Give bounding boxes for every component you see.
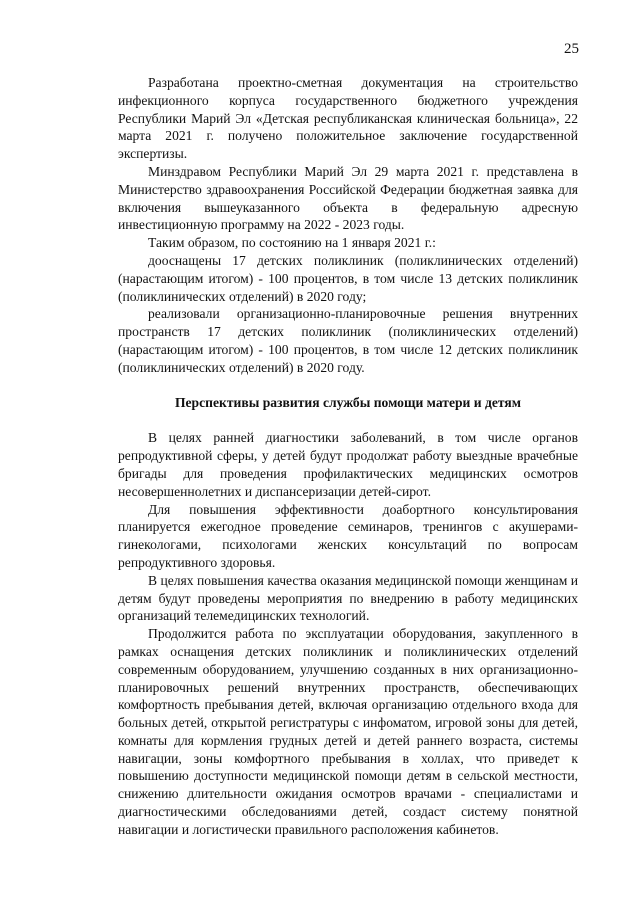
paragraph-abortion-counseling: Для повышения эффективности доабортного консультирования планируется ежегодное проведение семинаров, тренингов с акушерами-гинекологами, психологами женских консультаций по вопросам репродуктивного здоровья. [118,501,578,570]
paragraph-planning-solutions: реализовали организационно-планировочные решения внутренних пространств 17 детских поликлиник (поликлинических отделений) (нарастающим итогом) - 100 процентов, в том числе 12 детских поликлиник (поликлинических отделений) в 2020 году. [118,306,578,375]
paragraph-telemedicine: В целях повышения качества оказания медицинской помощи женщинам и детям будут проведены мероприятия по внедрению в работу медицинских организаций телемедицинских технологий. [118,572,578,624]
paragraph-status-summary: Таким образом, по состоянию на 1 января 2021 г.: [148,235,436,251]
paragraph-equipment-operation: Продолжится работа по эксплуатации оборудования, закупленного в рамках оснащения детских поликлиник и поликлинических отделений современным оборудованием, улучшению созданных в них организационно-планировочных решений внутренних пространств, обеспечивающих комфортность пребывания детей, включая организацию отдельного входа для больных детей, открытой регистратуры с инфоматом, игровой зоны для детей, комнаты для кормления грудных детей и детей раннего возраста, системы навигации, зоны комфортного пребывания в холлах, что приведет к повышению доступности медицинской помощи детям в сельской местности, снижению длительности ожидания осмотров врачами - специалистами и диагностическими обследованиями детей, создаст систему понятной навигации и логистически правильного расположения кабинетов. [118,626,578,837]
page-number: 25 [564,41,579,57]
paragraph-equipped-clinics: дооснащены 17 детских поликлиник (поликлинических отделений) (нарастающим итогом) - 100 процентов, в том числе 13 детских поликлиник (поликлинических отделений) в 2020 году; [118,252,578,304]
paragraph-early-diagnostics: В целях ранней диагностики заболеваний, в том числе органов репродуктивной сферы, у детей будут продолжат работу выездные врачебные бригады для проведения профилактических медицинских осмотров несовершеннолетних и диспансеризации детей-сирот. [118,430,578,499]
paragraph-design-documentation: Разработана проектно-сметная документация на строительство инфекционного корпуса государственного бюджетного учреждения Республики Марий Эл «Детская республиканская клиническая больница», 22 марта 2021 г. получено положительное заключение государственной экспертизы. [118,75,578,162]
paragraph-budget-request: Минздравом Республики Марий Эл 29 марта 2021 г. представлена в Министерство здравоохранения Российской Федерации бюджетная заявка для включения вышеуказанного объекта в федеральную адресную инвестиционную программу на 2022 - 2023 годы. [118,163,578,233]
page-content [118,74,578,839]
section-heading: Перспективы развития службы помощи матери и детям [174,394,522,410]
